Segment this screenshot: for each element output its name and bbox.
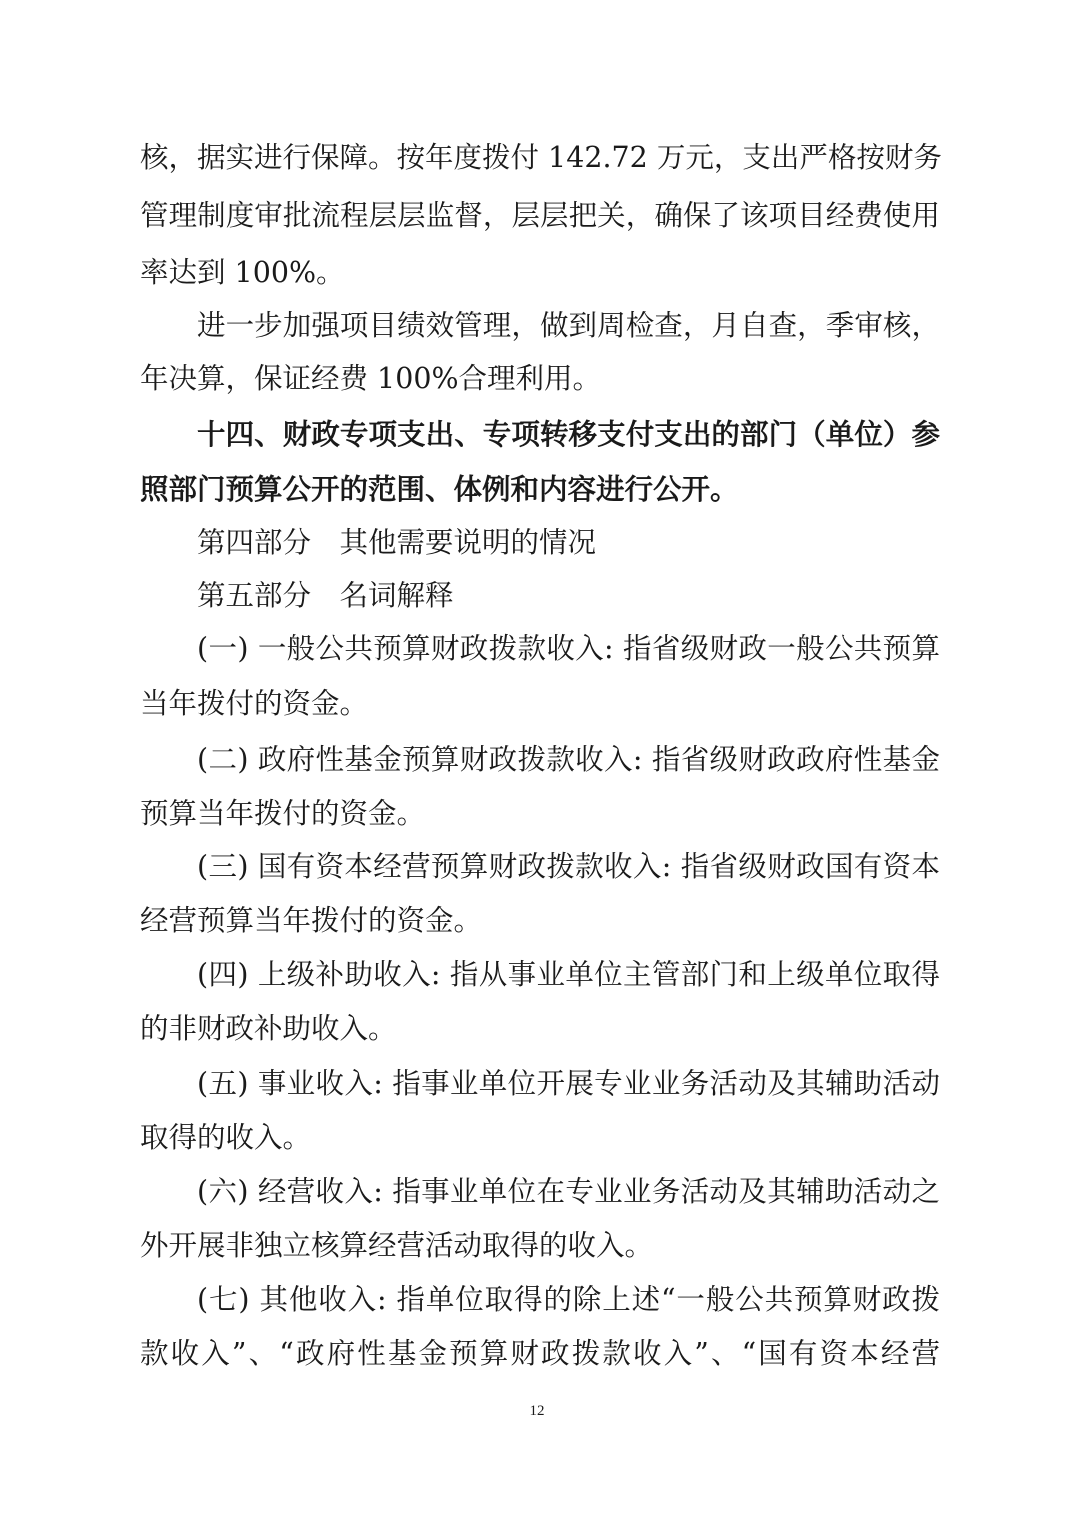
definition-line: (一) 一般公共预算财政拨款收入: 指省级财政一般公共预算 — [197, 632, 940, 665]
definition-line: (五) 事业收入: 指事业单位开展专业业务活动及其辅助活动 — [197, 1067, 940, 1100]
part-heading: 第四部分 其他需要说明的情况 — [197, 526, 597, 559]
text-line: 年决算，保证经费 100%合理利用。 — [140, 362, 602, 395]
definition-line: 经营预算当年拨付的资金。 — [140, 904, 483, 937]
definition-line: (六) 经营收入: 指事业单位在专业业务活动及其辅助活动之 — [197, 1175, 940, 1208]
page-number: 12 — [529, 1403, 545, 1419]
definition-line: 的非财政补助收入。 — [140, 1012, 397, 1045]
text-line: 进一步加强项目绩效管理，做到周检查，月自查，季审核， — [197, 309, 940, 342]
section-heading: 十四、财政专项支出、专项转移支付支出的部门（单位）参 — [197, 418, 940, 451]
definition-line: (二) 政府性基金预算财政拨款收入: 指省级财政政府性基金 — [197, 743, 940, 776]
definition-line: (三) 国有资本经营预算财政拨款收入: 指省级财政国有资本 — [197, 850, 940, 883]
text-line: 管理制度审批流程层层监督，层层把关，确保了该项目经费使用 — [140, 199, 940, 232]
definition-line: (四) 上级补助收入: 指从事业单位主管部门和上级单位取得 — [197, 958, 940, 991]
definition-line: 款收入”、“政府性基金预算财政拨款收入”、“国有资本经营 — [140, 1337, 940, 1370]
definition-line: 预算当年拨付的资金。 — [140, 797, 426, 830]
part-heading: 第五部分 名词解释 — [197, 579, 454, 612]
definition-line: 外开展非独立核算经营活动取得的收入。 — [140, 1229, 654, 1262]
definition-line: 当年拨付的资金。 — [140, 687, 369, 720]
section-heading: 照部门预算公开的范围、体例和内容进行公开。 — [140, 473, 739, 506]
definition-line: (七) 其他收入: 指单位取得的除上述“一般公共预算财政拨 — [197, 1283, 940, 1316]
text-line: 率达到 100%。 — [140, 256, 345, 289]
text-line: 核，据实进行保障。按年度拨付 142.72 万元，支出严格按财务 — [140, 141, 942, 174]
definition-line: 取得的收入。 — [140, 1121, 312, 1154]
